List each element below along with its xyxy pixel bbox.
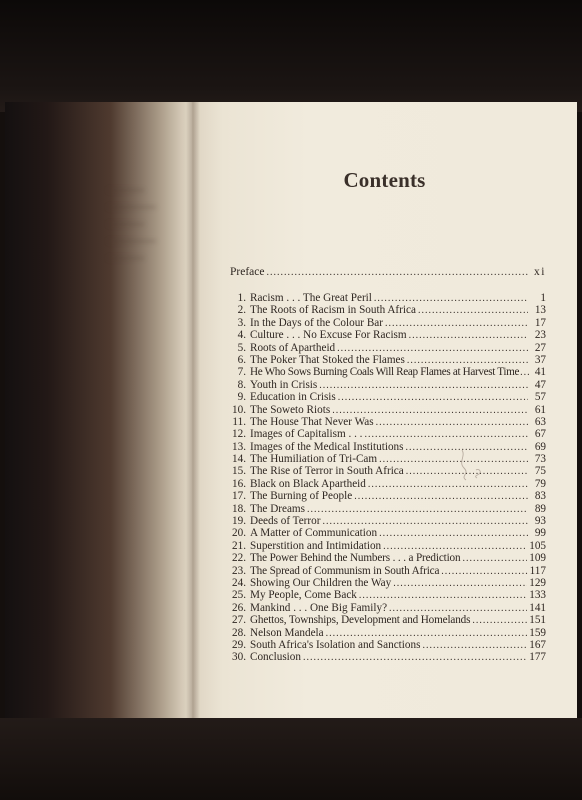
toc-leader [422, 640, 527, 652]
toc-entry-title: Black on Black Apartheid [250, 477, 366, 490]
toc-entry [230, 441, 546, 453]
toc-entry [230, 527, 546, 539]
toc-entry-page: 73 [534, 453, 546, 466]
toc-entry [230, 503, 546, 515]
toc-entry [230, 540, 546, 552]
toc-entry-title: He Who Sows Burning Coals Will Reap Flames at Harvest Time [250, 366, 520, 379]
toc-entry-number: 24. [232, 576, 246, 589]
toc-entry-page: 141 [529, 601, 546, 614]
toc-entry-page: 69 [534, 440, 546, 453]
toc-entry-title: My People, Come Back [250, 589, 357, 602]
toc-entry-page: 57 [534, 391, 546, 404]
toc-leader [319, 380, 528, 392]
toc-entry-number: 12. [232, 428, 246, 441]
toc-entry [230, 614, 546, 626]
toc-entry-title: Nelson Mandela [250, 626, 324, 639]
toc-entry-title: The House That Never Was [250, 415, 374, 428]
toc-entry-page: 177 [529, 651, 546, 664]
toc-entry-page: 117 [529, 564, 546, 577]
toc-entry [230, 478, 546, 490]
toc-entry [230, 379, 546, 391]
toc-leader [409, 330, 528, 342]
toc-preface-page: xi [534, 266, 546, 278]
toc-entry [230, 602, 546, 614]
toc-entry-title: Ghettos, Townships, Development and Homelands [250, 614, 471, 627]
background-bottom [0, 718, 582, 800]
toc-entry-number: 5. [237, 341, 246, 354]
toc-leader [441, 566, 527, 578]
toc-list [230, 292, 546, 664]
toc-entry-number: 28. [232, 626, 246, 639]
toc-entry [230, 589, 546, 601]
pencil-mark-icon [452, 448, 492, 482]
toc-entry [230, 565, 546, 577]
toc-entry-page: 23 [534, 329, 546, 342]
toc-entry-title: Images of Capitalism . . . [250, 428, 363, 441]
toc-entry [230, 304, 546, 316]
toc-leader [462, 553, 527, 565]
toc-entry-number: 6. [237, 353, 246, 366]
toc-entry-number: 30. [232, 651, 246, 664]
toc-entry-title: The Rise of Terror in South Africa [250, 465, 404, 478]
toc-entry-title: South Africa's Isolation and Sanctions [250, 638, 421, 651]
toc-entry-page: 89 [534, 502, 546, 515]
toc-entry-page: 27 [534, 341, 546, 354]
toc-entry-title: Superstition and Intimidation [250, 539, 382, 552]
toc-entry-number: 2. [237, 304, 246, 317]
background-top [0, 0, 582, 112]
toc-leader [354, 491, 528, 503]
toc-entry-page: 63 [534, 415, 546, 428]
toc-entry-page: 151 [529, 614, 546, 627]
toc-entry-number: 25. [232, 589, 246, 602]
toc-entry-title: The Power Behind the Numbers . . . a Prediction [250, 552, 461, 565]
toc-entry [230, 453, 546, 465]
toc-entry-title: The Roots of Racism in South Africa [250, 304, 416, 317]
toc-entry-number: 1. [237, 292, 246, 304]
toc-entry [230, 515, 546, 527]
toc-leader [303, 652, 527, 664]
toc-entry-title: The Humiliation of Tri-Cam [250, 453, 378, 466]
toc-entry-number: 16. [232, 477, 246, 490]
toc-entry-page: 37 [534, 353, 546, 366]
toc-entry-page: 61 [534, 403, 546, 416]
toc-entry [230, 354, 546, 366]
toc-entry-title: The Soweto Riots [250, 403, 331, 416]
toc-leader [472, 615, 527, 627]
toc-entry-page: 159 [529, 626, 546, 639]
toc-entry-page: 109 [529, 552, 546, 565]
book-gutter [186, 102, 200, 718]
toc-leader [368, 479, 528, 491]
toc-entry-number: 3. [237, 316, 246, 329]
toc-entry-title: Conclusion [250, 651, 301, 664]
toc-entry-page: 67 [534, 428, 546, 441]
toc-entry-number: 26. [232, 601, 246, 614]
toc-entry-page: 105 [529, 539, 546, 552]
toc-entry-page: 47 [534, 378, 546, 391]
toc-entry-page: 167 [529, 638, 546, 651]
toc-entry-title: Culture . . . No Excuse For Racism [250, 329, 407, 342]
toc-preface-label: Preface [230, 266, 265, 278]
toc-entry-number: 7. [237, 366, 246, 379]
toc-entry [230, 651, 546, 663]
toc-entry-page: 41 [534, 366, 546, 379]
toc-entry-page: 13 [534, 304, 546, 317]
toc-entry-number: 15. [232, 465, 246, 478]
page-title: Contents [343, 168, 426, 192]
toc-leader [376, 417, 528, 429]
toc-leader [307, 504, 528, 516]
toc-entry-number: 18. [232, 502, 246, 515]
toc-entry-title: Youth in Crisis [250, 378, 318, 391]
toc-entry [230, 404, 546, 416]
toc-entry [230, 552, 546, 564]
toc-entry-title: Racism . . . The Great Peril [250, 292, 372, 304]
toc-entry-number: 11. [232, 415, 246, 428]
toc-leader [379, 528, 528, 540]
toc-entry-page: 129 [529, 576, 546, 589]
toc-entry-number: 4. [237, 329, 246, 342]
toc-leader [338, 392, 528, 404]
toc-leader [418, 305, 528, 317]
toc-entry-number: 8. [237, 378, 246, 391]
toc-entry [230, 366, 546, 378]
toc-entry-number: 22. [232, 552, 246, 565]
toc-entry-title: The Burning of People [250, 490, 353, 503]
toc-leader [520, 367, 529, 379]
toc-entry [230, 465, 546, 477]
toc-entry [230, 329, 546, 341]
toc-entry-title: The Poker That Stoked the Flames [250, 353, 405, 366]
toc-preface-row [230, 266, 546, 278]
toc-entry-title: The Dreams [250, 502, 305, 515]
toc-entry-title: Images of the Medical Institutions [250, 440, 404, 453]
toc-entry-page: 83 [534, 490, 546, 503]
toc-entry [230, 342, 546, 354]
toc-entry-number: 29. [232, 638, 246, 651]
toc-entry [230, 627, 546, 639]
toc-entry-title: Roots of Apartheid [250, 341, 336, 354]
toc-entry-number: 23. [232, 564, 246, 577]
toc-entry-number: 9. [237, 391, 246, 404]
left-page-bleed-through: ▬▬▬ ▬▬▬▬ ▬▬▬ ▬▬▬▬ ▬▬▬ [108, 181, 156, 263]
toc-entry [230, 416, 546, 428]
toc-entry-number: 19. [232, 515, 246, 528]
toc-entry-number: 13. [232, 440, 246, 453]
toc-entry-title: Education in Crisis [250, 391, 336, 404]
toc-entry-page: 79 [534, 477, 546, 490]
toc-entry-page: 99 [534, 527, 546, 540]
toc-entry-title: Mankind . . . One Big Family? [250, 601, 388, 614]
toc-entry [230, 292, 546, 304]
toc-entry [230, 428, 546, 440]
toc-entry-number: 20. [232, 527, 246, 540]
toc-entry-title: A Matter of Communication [250, 527, 378, 540]
toc-entry-number: 14. [232, 453, 246, 466]
toc-entry-number: 21. [232, 539, 246, 552]
toc-entry-title: Deeds of Terror [250, 515, 321, 528]
toc-entry-title: Showing Our Children the Way [250, 576, 392, 589]
toc-leader [266, 267, 528, 278]
toc-entry [230, 577, 546, 589]
toc-entry-title: In the Days of the Colour Bar [250, 316, 383, 329]
toc-entry [230, 391, 546, 403]
toc-entry [230, 317, 546, 329]
toc-entry-number: 27. [232, 614, 246, 627]
toc-entry-page: 93 [534, 515, 546, 528]
toc-entry [230, 490, 546, 502]
toc-entry [230, 639, 546, 651]
toc-leader [393, 578, 527, 590]
toc-entry-title: The Spread of Communism in South Africa [250, 564, 440, 577]
toc-entry-page: 75 [534, 465, 546, 478]
toc-entry-page: 17 [534, 316, 546, 329]
toc-entry-page: 133 [529, 589, 546, 602]
toc-entry-number: 10. [232, 403, 246, 416]
toc-entry-number: 17. [232, 490, 246, 503]
toc-entry-page: 1 [540, 292, 546, 304]
